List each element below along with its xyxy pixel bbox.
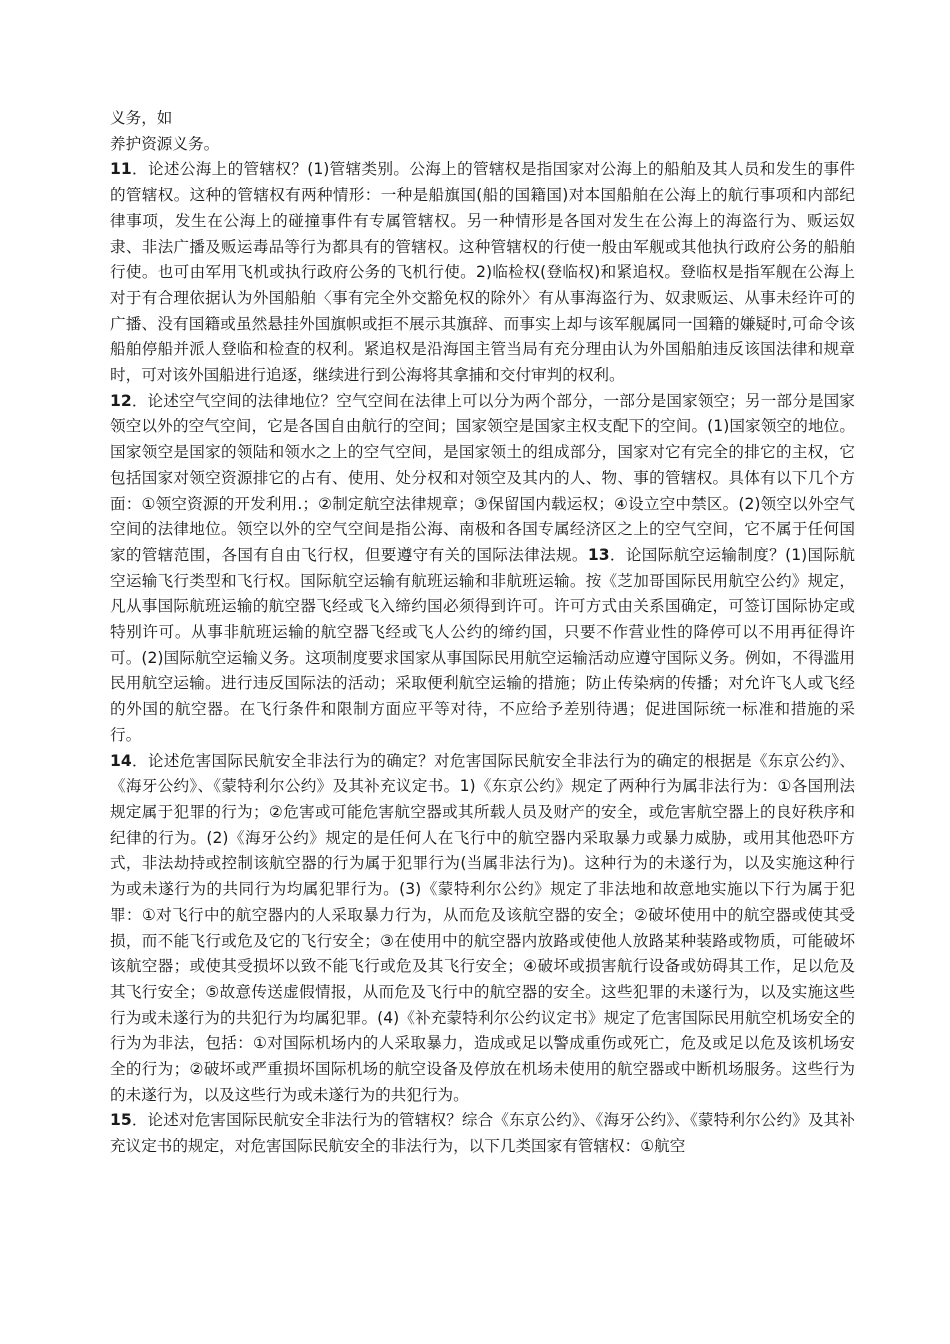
question-11-paragraph	[110, 157, 855, 388]
question-12-text: ．论述空气空间的法律地位？空气空间在法律上可以分为两个部分，一部分是国家领空；另一部分是国家领空以外的空气空间，它是各国自由航行的空间；国家领空是国家主权支配下的空间。(1)国家领空的地位。国家领空是国家的领陆和领水之上的空气空间，是国家领土的组成部分，国家对它有完全的排它的主权，它包括国家对领空资源排它的占有、使用、处分权和对领空及其内的人、物、事的管辖权。具体有以下几个方面：①领空资源的开发利用.；②制定航空法律规章；③保留国内载运权；④设立空中禁区。(2)领空以外空气空间的法律地位。领空以外的空气空间是指公海、南极和各国专属经济区之上的空气空间，它不属于任何国家的管辖范围，各国有自由飞行权，但要遵守有关的国际法律法规。	[110, 391, 855, 564]
question-14-number: 14	[110, 751, 132, 770]
question-15-number: 15	[110, 1111, 132, 1130]
question-15-paragraph	[110, 1108, 855, 1159]
question-11-text: ．论述公海上的管辖权？(1)管辖类别。公海上的管辖权是指国家对公海上的船舶及其人员和发生的事件的管辖权。这种的管辖权有两种情形：一种是船旗国(船的国籍国)对本国船舶在公海上的航行事项和内部纪律事项，发生在公海上的碰撞事件有专属管辖权。另一种情形是各国对发生在公海上的海盗行为、贩运奴隶、非法广播及贩运毒品等行为都具有的管辖权。这种管辖权的行使一般由军舰或其他执行政府公务的船舶行使。也可由军用飞机或执行政府公务的飞机行使。2)临检权(登临权)和紧追权。登临权是指军舰在公海上对于有合理依据认为外国船舶〈事有完全外交豁免权的除外〉有从事海盗行为、奴隶贩运、从事未经许可的广播、没有国籍或虽然悬挂外国旗帜或拒不展示其旗辞、而事实上却与该军舰属同一国籍的嫌疑时,可命令该船舶停船并派人登临和检查的权利。紧追权是沿海国主管当局有充分理由认为外国船舶违反该国法律和规章时，可对该外国船进行追逐，继续进行到公海将其拿捕和交付审判的权利。	[110, 160, 855, 385]
question-12-13-paragraph	[110, 389, 855, 749]
question-13-text: ．论国际航空运输制度？(1)国际航空运输飞行类型和飞行权。国际航空运输有航班运输和非航班运输。按《芝加哥国际民用航空公约》规定，凡从事国际航班运输的航空器飞经或飞入缔约国必须得到许可。许可方式由关系国确定，可签订国际协定或特别许可。从事非航班运输的航空器飞经或飞人公约的缔约国，只要不作营业性的降停可以不用再征得许可。(2)国际航空运输义务。这项制度要求国家从事国际民用航空运输活动应遵守国际义务。例如，不得滥用民用航空运输。进行违反国际法的活动；采取便利航空运输的措施；防止传染病的传播；对允许飞人或飞经的外国的航空器。在飞行条件和限制方面应平等对待，不应给予差别待遇；促进国际统一标准和措施的采行。	[110, 545, 855, 744]
intro-line: 义务，如	[110, 109, 173, 127]
intro-line: 养护资源义务。	[110, 134, 220, 153]
question-12-number: 12	[110, 391, 132, 410]
question-11-number: 11	[110, 160, 132, 179]
question-13-number: 13	[587, 545, 610, 564]
document-page	[110, 106, 855, 1160]
question-14-paragraph	[110, 749, 855, 1109]
question-15-text: ．论述对危害国际民航安全非法行为的管辖权？综合《东京公约》、《海牙公约》、《蒙特利尔公约》及其补充议定书的规定，对危害国际民航安全的非法行为，以下几类国家有管辖权：①航空	[110, 1111, 855, 1156]
question-14-text: ．论述危害国际民航安全非法行为的确定？对危害国际民航安全非法行为的确定的根据是《东京公约》、《海牙公约》、《蒙特利尔公约》及其补充议定书。1)《东京公约》规定了两种行为属非法行为：①各国刑法规定属于犯罪的行为；②危害或可能危害航空器或其所载人员及财产的安全，或危害航空器上的良好秩序和纪律的行为。(2)《海牙公约》规定的是任何人在飞行中的航空器内采取暴力或暴力威胁，或用其他恐吓方式，非法劫持或控制该航空器的行为属于犯罪行为(当属非法行为)。这种行为的未遂行为，以及实施这种行为或未遂行为的共同行为均属犯罪行为。(3)《蒙特利尔公约》规定了非法地和故意地实施以下行为属于犯罪：①对飞行中的航空器内的人采取暴力行为，从而危及该航空器的安全；②破坏使用中的航空器或使其受损，而不能飞行或危及它的飞行安全；③在使用中的航空器内放路或使他人放路某种装路或物质，可能破坏该航空器；或使其受损坏以致不能飞行或危及其飞行安全；④破坏或损害航行设备或妨碍其工作，足以危及其飞行安全；⑤故意传送虚假情报，从而危及飞行中的航空器的安全。这些犯罪的未遂行为，以及实施这些行为或未遂行为的共犯行为均属犯罪。(4)《补充蒙特利尔公约议定书》规定了危害国际民用航空机场安全的行为为非法，包括：①对国际机场内的人采取暴力，造成或足以警成重伤或死亡，危及或足以危及该机场安全的行为；②破坏或严重损坏国际机场的航空设备及停放在机场未使用的航空器或中断机场服务。这些行为的未遂行为，以及这些行为或未遂行为的共犯行为。	[110, 751, 855, 1104]
intro-paragraph	[110, 106, 855, 157]
